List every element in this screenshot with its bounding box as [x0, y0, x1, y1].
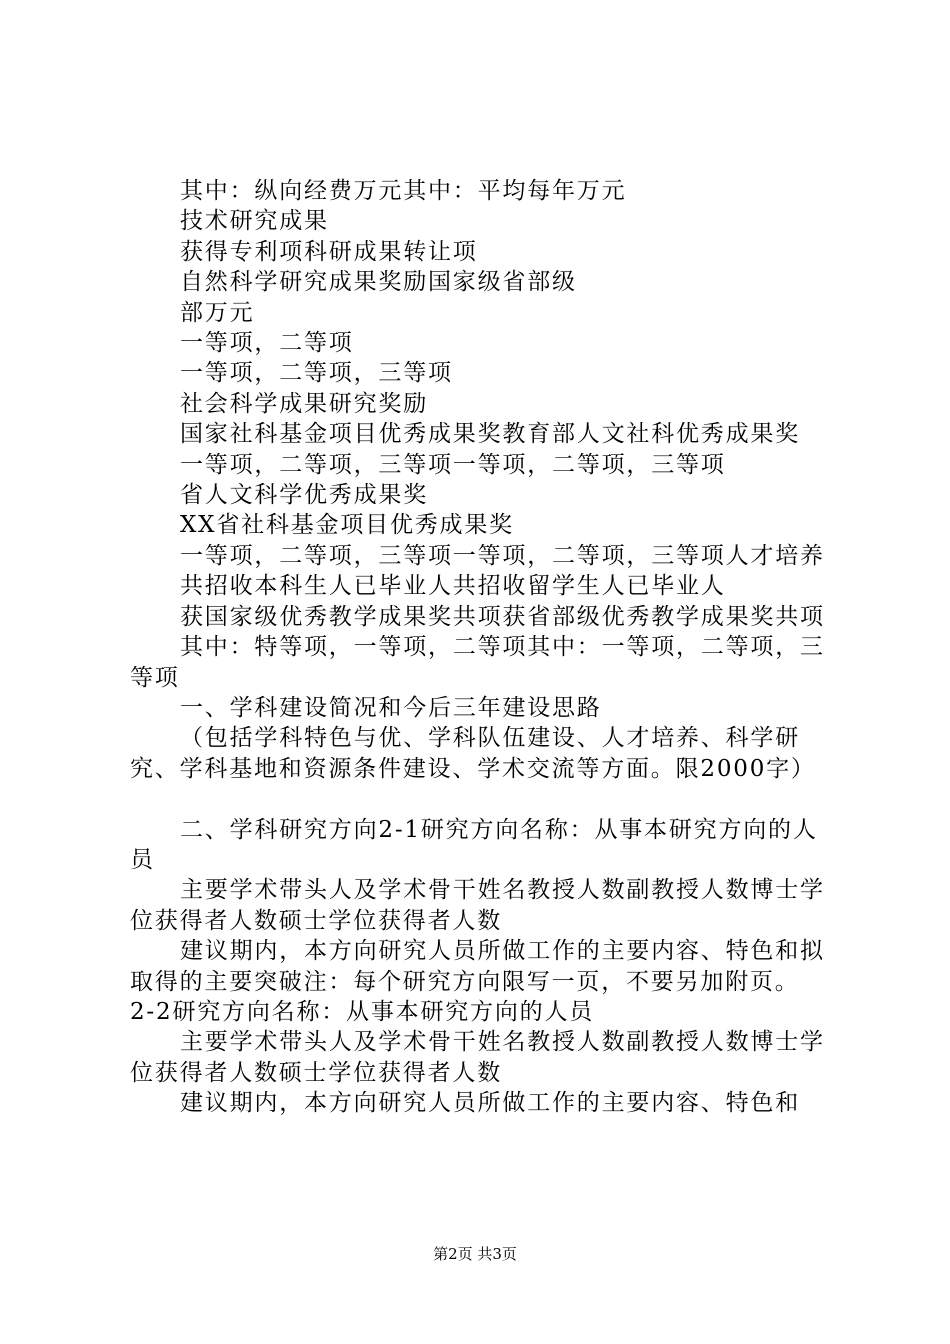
- paragraph: 获国家级优秀教学成果奖共项获省部级优秀教学成果奖共项: [180, 603, 825, 630]
- paragraph: 共招收本科生人已毕业人共招收留学生人已毕业人: [180, 573, 726, 600]
- paragraph: 一等项，二等项，三等项一等项，二等项，三等项人才培养: [180, 542, 825, 569]
- paragraph: 2-2研究方向名称：从事本研究方向的人员: [130, 998, 595, 1025]
- paragraph: 一等项，二等项，三等项一等项，二等项，三等项: [180, 451, 726, 478]
- paragraph: 其中：纵向经费万元其中：平均每年万元: [180, 178, 627, 204]
- paragraph: 一等项，二等项，三等项: [180, 360, 453, 387]
- paragraph: 省人文科学优秀成果奖: [180, 482, 428, 509]
- document-body: [130, 176, 830, 1119]
- section-heading: 一、学科建设简况和今后三年建设思路: [180, 694, 602, 721]
- paragraph: 自然科学研究成果奖励国家级省部级: [180, 269, 577, 296]
- paragraph: 技术研究成果: [180, 208, 329, 235]
- blank-line: [130, 784, 830, 814]
- section-heading: 二、学科研究方向2-1研究方向名称：从事本研究方向的人员: [130, 816, 818, 873]
- paragraph: 一等项，二等项: [180, 330, 354, 357]
- paragraph: 主要学术带头人及学术骨干姓名教授人数副教授人数博士学位获得者人数硕士学位获得者人数: [130, 877, 825, 934]
- paragraph: 主要学术带头人及学术骨干姓名教授人数副教授人数博士学位获得者人数硕士学位获得者人数: [130, 1029, 825, 1086]
- paragraph: 建议期内，本方向研究人员所做工作的主要内容、特色和拟取得的主要突破注：每个研究方向限写一页，不要另加附页。: [130, 938, 825, 995]
- page-footer: [0, 1244, 950, 1264]
- paragraph: 获得专利项科研成果转让项: [180, 238, 478, 265]
- paragraph: 建议期内，本方向研究人员所做工作的主要内容、特色和: [180, 1090, 800, 1117]
- paragraph: （包括学科特色与优、学科队伍建设、人才培养、科学研究、学科基地和资源条件建设、学术交流等方面。限2000字）: [130, 725, 816, 782]
- paragraph: 社会科学成果研究奖励: [180, 390, 428, 417]
- paragraph: 其中：特等项，一等项，二等项其中：一等项，二等项，三等项: [130, 634, 825, 691]
- paragraph: XX省社科基金项目优秀成果奖: [180, 512, 514, 539]
- paragraph: 国家社科基金项目优秀成果奖教育部人文社科优秀成果奖: [180, 421, 800, 448]
- paragraph: 部万元: [180, 299, 255, 326]
- page-number: 第2页 共3页: [433, 1245, 517, 1263]
